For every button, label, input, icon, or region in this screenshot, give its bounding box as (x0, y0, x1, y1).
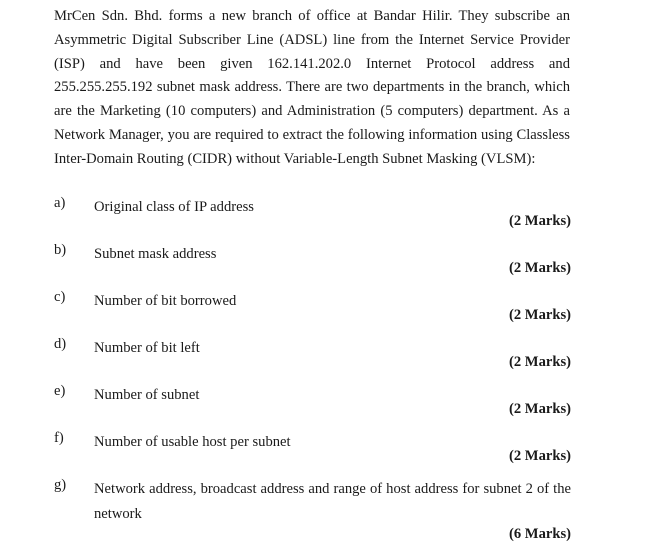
question-text: Number of usable host per subnet (94, 434, 291, 450)
question-letter: b) (54, 242, 67, 258)
question-letter: d) (54, 336, 67, 352)
question-marks: (2 Marks) (508, 401, 571, 417)
question-text: Original class of IP address (94, 199, 254, 215)
question-marks: (2 Marks) (508, 354, 571, 370)
question-letter: f) (54, 430, 64, 446)
question-letter: a) (54, 195, 66, 211)
question-text: Number of bit borrowed (94, 293, 237, 309)
intro-paragraph: MrCen Sdn. Bhd. forms a new branch of office at Bandar Hilir. They subscribe an Asymmetric Digital Subscriber Line (ADSL) line from the Internet Service Provider (ISP) and have been given 162.141.202.0 Internet Protocol address and 255.255.255.192 subnet mask address. There are two departments in the branch, which are the Marketing (10 computers) and Administration (5 computers) department. As a Network Manager, you are required to extract the following information using Classless Inter-Domain Routing (CIDR) without Variable-Length Subnet Masking (VLSM): (54, 8, 570, 167)
question-letter: g) (54, 477, 67, 493)
question-marks: (2 Marks) (508, 448, 571, 464)
question-marks: (2 Marks) (508, 213, 571, 229)
question-letter: e) (54, 383, 66, 399)
question-text: Network address, broadcast address and range of host address for subnet 2 of the network (94, 481, 571, 522)
question-marks: (2 Marks) (508, 260, 571, 276)
question-marks: (2 Marks) (508, 307, 571, 323)
question-letter: c) (54, 289, 66, 305)
question-marks: (6 Marks) (508, 526, 571, 542)
question-text: Number of bit left (94, 340, 200, 356)
question-text: Subnet mask address (94, 246, 217, 262)
question-text: Number of subnet (94, 387, 200, 403)
